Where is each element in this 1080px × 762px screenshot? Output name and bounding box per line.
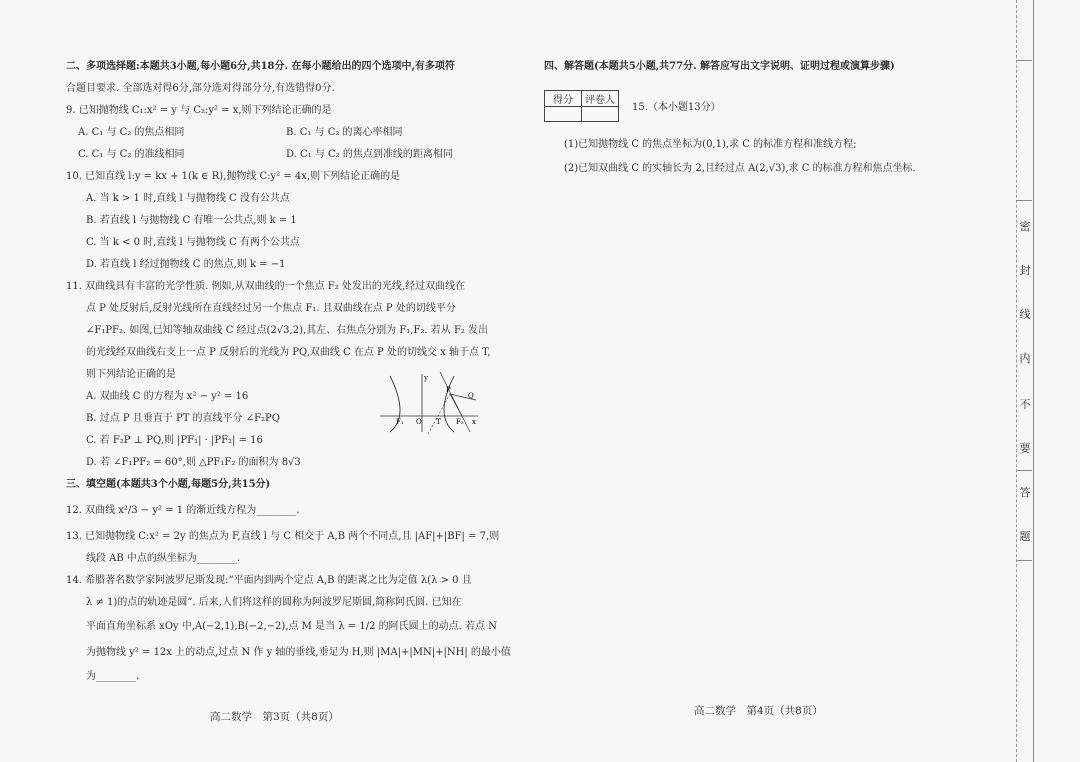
q11-stem-line2: 点 P 处反射后,反射光线所在直线经过另一个焦点 F₁. 且双曲线在点 P 处的切线平分: [86, 303, 456, 314]
q10-stem: 10. 已知直线 l:y = kx + 1(k ∈ R),抛物线 C:y² = 4x,则下列结论正确的是: [66, 171, 401, 182]
binding-tick: [1016, 560, 1032, 561]
axis-y-label: y: [424, 374, 428, 382]
hyperbola-figure: [380, 372, 480, 434]
section-2-heading: 二、多项选择题:本题共3小题,每小题6分,共18分. 在每小题给出的四个选项中,有多项符: [66, 61, 455, 72]
right-page-footer: 高二数学 第4页（共8页）: [694, 705, 823, 717]
left-page-footer: 高二数学 第3页（共8页）: [210, 711, 339, 723]
score-table: [544, 90, 619, 122]
q11-option-a: A. 双曲线 C 的方程为 x² − y² = 16: [86, 391, 249, 402]
q15-title: 15.（本小题13分）: [632, 102, 721, 113]
binding-char: 题: [1019, 530, 1031, 543]
axis-x-label: x: [472, 418, 476, 426]
q14-line4: 为抛物线 y² = 12x 上的动点,过点 N 作 y 轴的垂线,垂足为 H,则 |MA|+|MN|+|NH| 的最小值: [86, 647, 511, 658]
q11-option-c: C. 若 F₂P ⊥ PQ,则 |PF₁| · |PF₂| = 16: [86, 435, 263, 446]
q15-part1: (1)已知抛物线 C 的焦点坐标为(0,1),求 C 的标准方程和准线方程;: [564, 139, 857, 150]
q9-option-c: C. C₁ 与 C₂ 的准线相同: [78, 149, 185, 160]
section-3-heading: 三、填空题(本题共3个小题,每题5分,共15分): [66, 479, 271, 490]
binding-char: 密: [1019, 220, 1031, 233]
q10-option-a: A. 当 k > 1 时,直线 l 与抛物线 C 没有公共点: [86, 193, 290, 204]
q9-option-b: B. C₁ 与 C₂ 的离心率相同: [286, 127, 403, 138]
q10-option-c: C. 当 k < 0 时,直线 l 与抛物线 C 有两个公共点: [86, 237, 300, 248]
section-4-heading: 四、解答题(本题共5小题,共77分. 解答应写出文字说明、证明过程或演算步骤): [544, 61, 895, 72]
q10-option-d: D. 若直线 l 经过抛物线 C 的焦点,则 k = −1: [86, 259, 286, 270]
binding-char: 线: [1019, 308, 1031, 321]
binding-margin: [1016, 0, 1034, 762]
q11-stem-line5: 则下列结论正确的是: [86, 369, 176, 380]
section-2-instructions: 合题目要求. 全部选对得6分,部分选对得部分分,有选错得0分.: [66, 83, 335, 94]
q14-line3: 平面直角坐标系 xOy 中,A(−2,1),B(−2,−2),点 M 是当 λ = 1/2 的阿氏圆上的动点. 若点 N: [86, 621, 497, 632]
q11-option-b: B. 过点 P 且垂直于 PT 的直线平分 ∠F₂PQ: [86, 413, 280, 424]
q11-stem-line3: ∠F₁PF₂. 如图,已知等轴双曲线 C 经过点(2√3,2),其左、右焦点分别为 F₁,F₂. 若从 F₂ 发出: [86, 325, 489, 336]
binding-char: 不: [1019, 398, 1031, 411]
score-header: 得分: [545, 91, 582, 107]
q15-part2: (2)已知双曲线 C 的实轴长为 2,且经过点 A(2,√3),求 C 的标准方程和焦点坐标.: [564, 163, 916, 174]
q13-line2: 线段 AB 中点的纵坐标为________.: [86, 553, 241, 564]
grader-header: 评卷人: [582, 91, 619, 107]
q12: 12. 双曲线 x²/3 − y² = 1 的渐近线方程为________.: [66, 505, 300, 516]
p-label: P: [446, 386, 451, 394]
f1-label: F₁: [396, 418, 404, 426]
binding-tick: [1016, 60, 1032, 61]
origin-label: O: [416, 418, 422, 426]
score-cell[interactable]: [545, 107, 582, 122]
q14-line5: 为________.: [86, 671, 140, 682]
t-label: T: [436, 418, 441, 426]
q11-option-d: D. 若 ∠F₁PF₂ = 60°,则 △PF₁F₂ 的面积为 8√3: [86, 457, 301, 468]
q11-stem-line4: 的光线经双曲线右支上一点 P 反射后的光线为 PQ,双曲线 C 在点 P 处的切线交 x 轴于点 T,: [86, 347, 491, 358]
binding-char: 内: [1019, 352, 1031, 365]
q14-line2: λ ≠ 1)的点的轨迹是圆”. 后来,人们将这样的圆称为阿波罗尼斯圆,简称阿氏圆. 已知在: [86, 597, 462, 608]
grader-cell[interactable]: [582, 107, 619, 122]
binding-tick: [1016, 470, 1032, 471]
q11-stem-line1: 11. 双曲线具有丰富的光学性质. 例如,从双曲线的一个焦点 F₂ 处发出的光线,经过双曲线在: [66, 281, 466, 292]
q13-line1: 13. 已知抛物线 C:x² = 2y 的焦点为 F,直线 l 与 C 相交于 A,B 两个不同点,且 |AF|+|BF| = 7,则: [66, 531, 500, 542]
q-label: Q: [468, 392, 474, 400]
binding-char: 要: [1019, 442, 1031, 455]
q9-stem: 9. 已知抛物线 C₁:x² = y 与 C₂:y² = x,则下列结论正确的是: [66, 105, 332, 116]
q14-line1: 14. 希腊著名数学家阿波罗尼斯发现:“平面内到两个定点 A,B 的距离之比为定值 λ(λ > 0 且: [66, 575, 472, 586]
binding-char: 封: [1019, 264, 1031, 277]
binding-char: 答: [1019, 486, 1031, 499]
q9-option-a: A. C₁ 与 C₂ 的焦点相同: [78, 127, 185, 138]
q10-option-b: B. 若直线 l 与抛物线 C 有唯一公共点,则 k = 1: [86, 215, 297, 226]
q9-option-d: D. C₁ 与 C₂ 的焦点到准线的距离相同: [286, 149, 453, 160]
binding-tick: [1016, 200, 1032, 201]
f2-label: F₂: [456, 418, 464, 426]
